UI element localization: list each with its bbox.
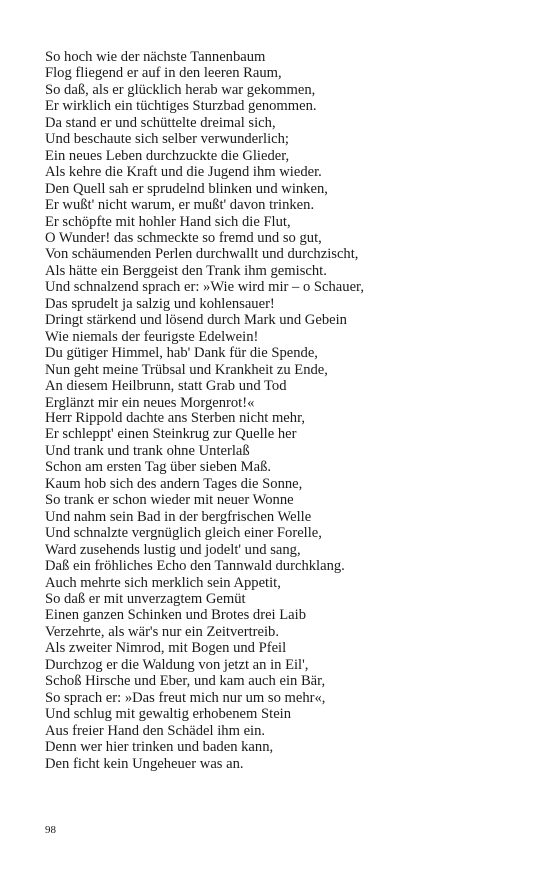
verse-line: Du gütiger Himmel, hab' Dank für die Spende, bbox=[45, 345, 318, 362]
stanza-2 bbox=[45, 410, 525, 772]
page-number: 98 bbox=[45, 824, 56, 836]
verse-line: Das sprudelt ja salzig und kohlensauer! bbox=[45, 295, 275, 312]
verse-line: Und schnalzend sprach er: »Wie wird mir – o Schauer, bbox=[45, 279, 364, 296]
verse-line: Durchzog er die Waldung von jetzt an in Eil', bbox=[45, 656, 309, 673]
verse-line: Und schlug mit gewaltig erhobenem Stein bbox=[45, 706, 292, 723]
verse-line: Da stand er und schüttelte dreimal sich, bbox=[45, 114, 276, 131]
verse-line: Schon am ersten Tag über sieben Maß. bbox=[45, 459, 272, 476]
verse-line: Kaum hob sich des andern Tages die Sonne, bbox=[45, 475, 303, 492]
verse-line: Schoß Hirsche und Eber, und kam auch ein Bär, bbox=[45, 673, 326, 690]
verse-line: Flog fliegend er auf in den leeren Raum, bbox=[45, 65, 282, 82]
verse-line: So daß er mit unverzagtem Gemüt bbox=[45, 590, 246, 607]
verse-line: Nun geht meine Trübsal und Krankheit zu Ende, bbox=[45, 361, 328, 378]
verse-line: Verzehrte, als wär's nur ein Zeitvertreib. bbox=[45, 623, 279, 640]
verse-line: Als kehre die Kraft und die Jugend ihm wieder. bbox=[45, 164, 322, 181]
verse-line: Und schnalzte vergnüglich gleich einer Forelle, bbox=[45, 525, 322, 542]
verse-line: Wie niemals der feurigste Edelwein! bbox=[45, 328, 259, 345]
verse-line: So hoch wie der nächste Tannenbaum bbox=[45, 49, 266, 65]
verse-line: Herr Rippold dachte ans Sterben nicht mehr, bbox=[45, 410, 306, 426]
verse-line: Denn wer hier trinken und baden kann, bbox=[45, 739, 274, 756]
verse-line: Den ficht kein Ungeheuer was an. bbox=[45, 755, 244, 772]
stanza-1 bbox=[45, 49, 525, 411]
verse-line: Daß ein fröhliches Echo den Tannwald durchklang. bbox=[45, 558, 345, 575]
verse-line: So daß, als er glücklich herab war gekommen, bbox=[45, 81, 316, 98]
verse-line: Erglänzt mir ein neues Morgenrot!« bbox=[45, 394, 255, 411]
verse-line: Er schleppt' einen Steinkrug zur Quelle her bbox=[45, 426, 297, 443]
verse-line: Auch mehrte sich merklich sein Appetit, bbox=[45, 574, 281, 591]
verse-line: Dringt stärkend und lösend durch Mark und Gebein bbox=[45, 312, 347, 329]
verse-line: Und trank und trank ohne Unterlaß bbox=[45, 442, 250, 459]
verse-line: So sprach er: »Das freut mich nur um so mehr«, bbox=[45, 689, 326, 706]
verse-line: Er wirklich ein tüchtiges Sturzbad genommen. bbox=[45, 98, 317, 115]
verse-line: Und nahm sein Bad in der bergfrischen Welle bbox=[45, 508, 312, 525]
verse-line: So trank er schon wieder mit neuer Wonne bbox=[45, 492, 294, 509]
verse-line: Ein neues Leben durchzuckte die Glieder, bbox=[45, 147, 290, 164]
verse-line: Er wußt' nicht warum, er mußt' davon trinken. bbox=[45, 197, 315, 214]
verse-line: Und beschaute sich selber verwunderlich; bbox=[45, 131, 289, 148]
verse-line: Einen ganzen Schinken und Brotes drei Laib bbox=[45, 607, 306, 624]
verse-line: Als zweiter Nimrod, mit Bogen und Pfeil bbox=[45, 640, 287, 657]
verse-line: An diesem Heilbrunn, statt Grab und Tod bbox=[45, 378, 287, 395]
verse-line: Von schäumenden Perlen durchwallt und durchzischt, bbox=[45, 246, 359, 263]
verse-line: Aus freier Hand den Schädel ihm ein. bbox=[45, 722, 266, 739]
verse-line: Er schöpfte mit hohler Hand sich die Flut, bbox=[45, 213, 291, 230]
verse-line: Als hätte ein Berggeist den Trank ihm gemischt. bbox=[45, 262, 327, 279]
verse-line: O Wunder! das schmeckte so fremd und so gut, bbox=[45, 229, 322, 246]
verse-line: Den Quell sah er sprudelnd blinken und winken, bbox=[45, 180, 328, 197]
verse-line: Ward zusehends lustig und jodelt' und sang, bbox=[45, 541, 301, 558]
